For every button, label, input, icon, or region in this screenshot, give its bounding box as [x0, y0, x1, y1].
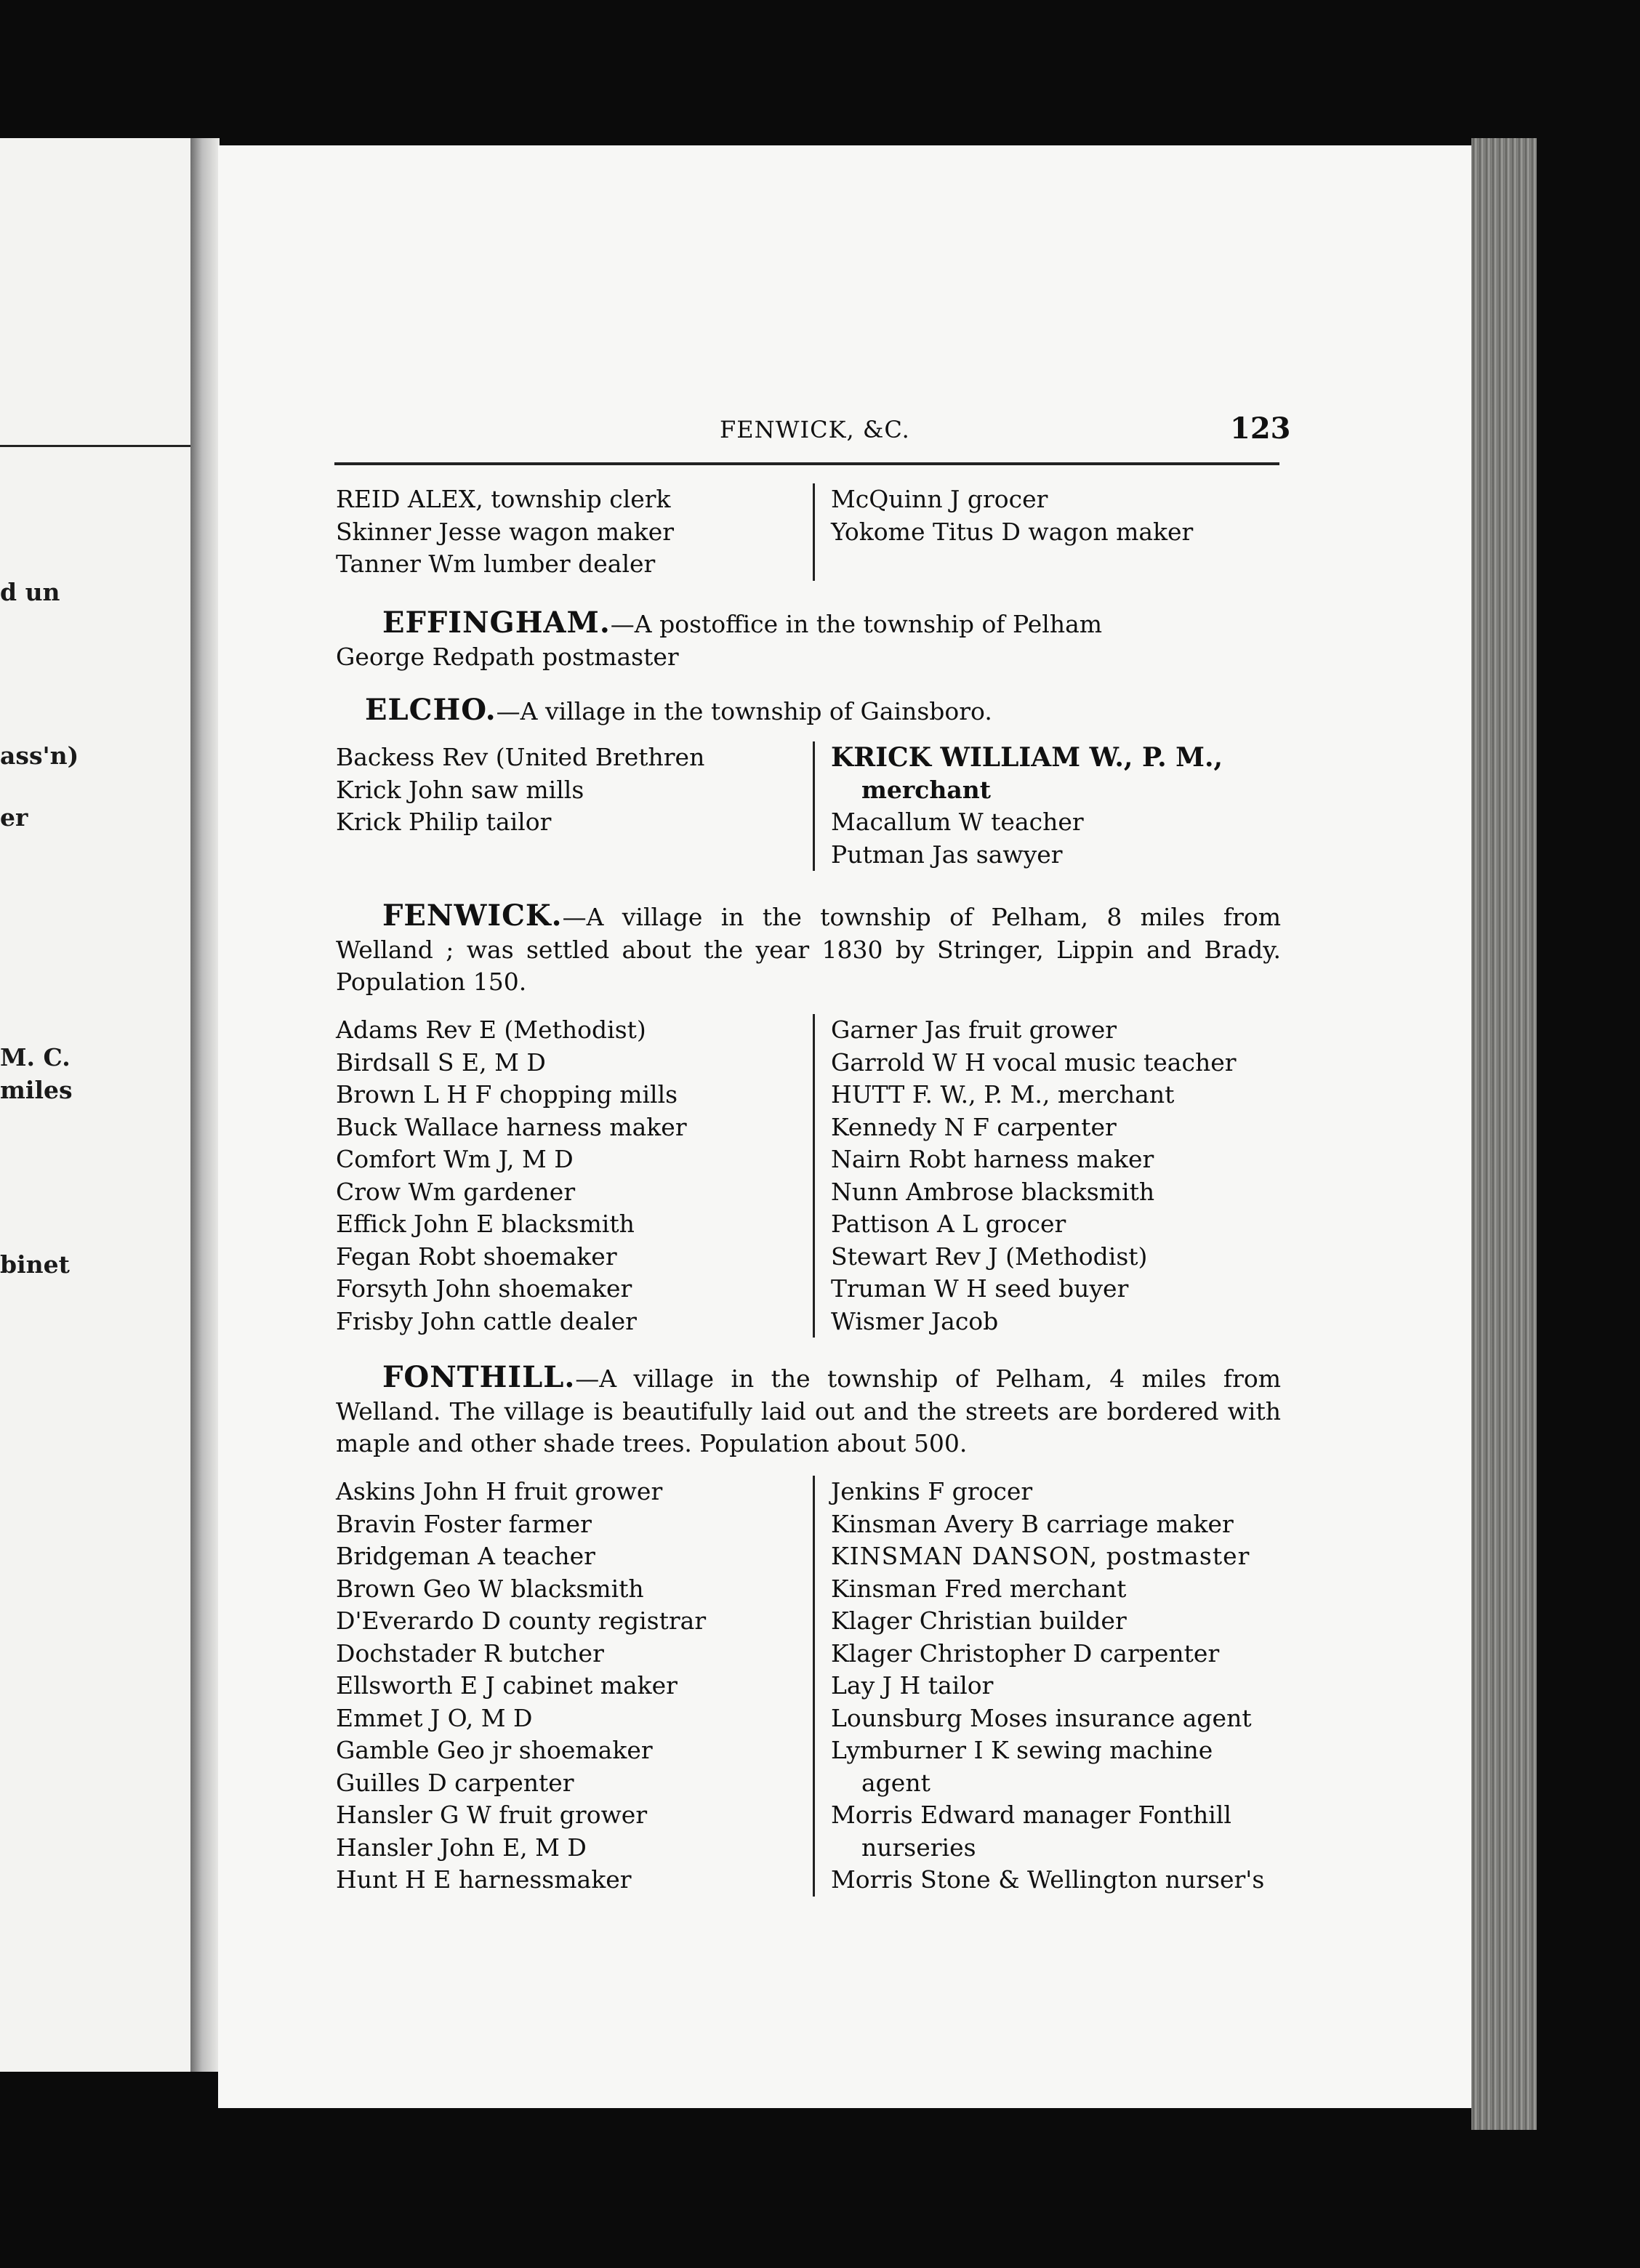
place-description: —A postoffice in the township of Pelham [610, 610, 1103, 638]
list-item: Yokome Titus D wagon maker [831, 517, 1194, 546]
left-fragment: binet [0, 1250, 70, 1279]
list-item-continuation: agent [861, 1768, 930, 1797]
list-item: Garrold W H vocal music teacher [831, 1047, 1237, 1077]
fenwick-listing [336, 1014, 1281, 1338]
list-item: Gamble Geo jr shoemaker [336, 1736, 653, 1764]
list-item: Putman Jas sawyer [831, 840, 1063, 869]
header-rule [334, 462, 1279, 465]
listing-right-column [813, 1476, 1281, 1897]
fonthill-listing [336, 1476, 1281, 1897]
running-head: FENWICK, &C. [720, 416, 910, 443]
book-gutter [190, 138, 220, 2072]
list-item: Adams Rev E (Methodist) [336, 1016, 646, 1044]
list-item: Klager Christian builder [831, 1606, 1127, 1635]
place-name: FONTHILL. [382, 1360, 576, 1394]
list-item: Klager Christopher D carpenter [831, 1638, 1220, 1668]
list-item: Frisby John cattle dealer [336, 1306, 637, 1335]
place-description: —A village in the township of Pelham, 8 miles from Welland ; was settled about the year 1830 by Stringer, Lippin and Brady. Population 150. [336, 903, 1281, 996]
place-description: —A village in the township of Gainsboro. [496, 697, 992, 725]
section-heading [336, 1362, 1281, 1460]
list-item: Macallum W teacher [831, 808, 1084, 836]
list-item: Fegan Robt shoemaker [336, 1242, 617, 1271]
list-item: Ellsworth E J cabinet maker [336, 1671, 678, 1700]
section-heading [336, 900, 1281, 999]
list-item: Lymburner I K sewing machine [831, 1736, 1213, 1764]
list-item: Bravin Foster farmer [336, 1509, 592, 1538]
list-item: REID ALEX, township clerk [336, 485, 671, 513]
list-item: Dochstader R butcher [336, 1638, 604, 1668]
list-item: Guilles D carpenter [336, 1768, 574, 1797]
list-item: HUTT F. W., P. M., merchant [831, 1080, 1175, 1109]
list-item: Morris Edward manager Fonthill [831, 1801, 1231, 1829]
section-effingham [336, 607, 1281, 673]
page-number: 123 [1230, 411, 1291, 446]
list-item-continuation: merchant [861, 775, 992, 804]
left-fragment: d un [0, 578, 60, 606]
list-item: Kennedy N F carpenter [831, 1112, 1117, 1141]
list-item: Nunn Ambrose blacksmith [831, 1177, 1155, 1206]
list-item: Emmet J O, M D [336, 1703, 533, 1732]
list-item: McQuinn J grocer [831, 485, 1048, 513]
continuation-listing [336, 483, 1281, 581]
list-item: Krick Philip tailor [336, 808, 552, 836]
list-item: Garner Jas fruit grower [831, 1016, 1117, 1044]
list-item: D'Everardo D county registrar [336, 1606, 707, 1635]
place-description: —A village in the township of Pelham, 4 miles from Welland. The village is beautifully laid out and the streets are bordered with maple and other shade trees. Population about 500. [336, 1364, 1281, 1457]
list-item: Pattison A L grocer [831, 1210, 1066, 1238]
list-spacer [336, 839, 805, 872]
list-item: Tanner Wm lumber dealer [336, 550, 656, 578]
list-item: Skinner Jesse wagon maker [336, 517, 675, 546]
left-fragment: er [0, 803, 28, 832]
list-item: Crow Wm gardener [336, 1177, 576, 1206]
list-item: Nairn Robt harness maker [831, 1145, 1154, 1173]
page-edges [1471, 138, 1537, 2130]
list-item: Hansler John E, M D [336, 1833, 587, 1862]
section-elcho [336, 694, 1281, 728]
section-fenwick [336, 900, 1281, 999]
list-item: Comfort Wm J, M D [336, 1145, 574, 1173]
list-item: Backess Rev (United Brethren [336, 743, 705, 771]
list-item: Brown L H F chopping mills [336, 1080, 678, 1109]
list-item: Lay J H tailor [831, 1671, 994, 1700]
list-item: KRICK WILLIAM W., P. M., [831, 742, 1223, 773]
left-page-rule [0, 445, 190, 447]
list-item: Stewart Rev J (Methodist) [831, 1242, 1148, 1271]
list-item: Brown Geo W blacksmith [336, 1574, 644, 1603]
list-item: Kinsman Fred merchant [831, 1574, 1127, 1603]
left-fragment: M. C. [0, 1043, 71, 1071]
list-item: Morris Stone & Wellington nurser's [831, 1865, 1265, 1894]
elcho-listing [336, 741, 1281, 871]
list-item: Krick John saw mills [336, 775, 584, 804]
list-item: Buck Wallace harness maker [336, 1112, 687, 1141]
place-name: FENWICK. [382, 898, 563, 933]
left-fragment: miles [0, 1076, 73, 1104]
listing-left-column [336, 483, 813, 581]
list-item: Effick John E blacksmith [336, 1210, 635, 1238]
list-item: Bridgeman A teacher [336, 1542, 595, 1570]
list-item: Lounsburg Moses insurance agent [831, 1703, 1252, 1732]
section-heading [336, 607, 1281, 641]
list-item: Birdsall S E, M D [336, 1047, 546, 1077]
section-fonthill [336, 1362, 1281, 1460]
list-item: Forsyth John shoemaker [336, 1274, 632, 1303]
list-item: Kinsman Avery B carriage maker [831, 1509, 1234, 1538]
left-fragment: ass'n) [0, 741, 79, 770]
list-item: KINSMAN DANSON, postmaster [831, 1542, 1250, 1570]
list-item: Wismer Jacob [831, 1306, 999, 1335]
listing-right-column [813, 483, 1281, 581]
list-item: Askins John H fruit grower [336, 1477, 663, 1505]
listing-left-column [336, 1476, 813, 1897]
place-name: ELCHO. [365, 693, 497, 727]
listing-right-column [813, 1014, 1281, 1338]
list-item: Jenkins F grocer [831, 1477, 1033, 1505]
listing-right-column [813, 741, 1281, 871]
section-heading [336, 694, 1281, 728]
list-item: Truman W H seed buyer [831, 1274, 1129, 1303]
listing-left-column [336, 1014, 813, 1338]
postmaster-line: George Redpath postmaster [336, 642, 679, 671]
previous-page-edge [0, 138, 195, 2072]
place-name: EFFINGHAM. [382, 606, 611, 640]
list-item: Hansler G W fruit grower [336, 1801, 648, 1829]
listing-left-column [336, 741, 813, 871]
list-item: Hunt H E harnessmaker [336, 1865, 632, 1894]
list-item-continuation: nurseries [861, 1833, 976, 1862]
